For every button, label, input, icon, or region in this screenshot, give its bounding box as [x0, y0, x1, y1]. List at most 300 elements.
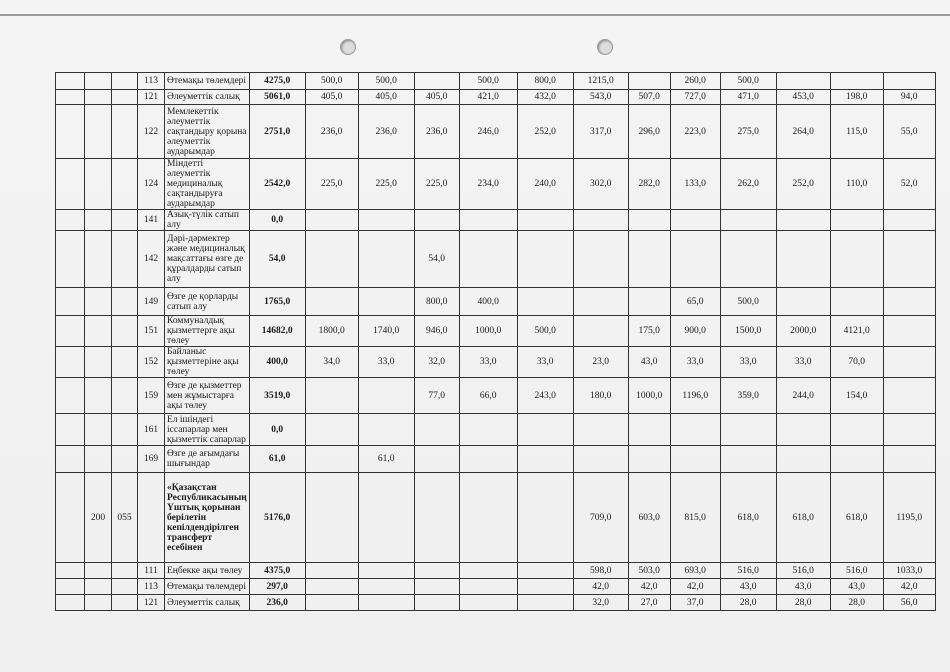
- month-value: 618,0: [720, 473, 776, 563]
- month-value: [670, 210, 720, 231]
- month-value: [573, 316, 628, 347]
- month-value: [459, 563, 517, 579]
- program-code: [85, 414, 112, 446]
- row-col-1: [56, 378, 85, 414]
- month-value: 359,0: [720, 378, 776, 414]
- subprogram-code: [112, 347, 138, 378]
- month-value: 1800,0: [305, 316, 358, 347]
- month-value: [776, 446, 830, 473]
- specifics-code: 159: [138, 378, 165, 414]
- month-value: [305, 446, 358, 473]
- month-value: 42,0: [628, 579, 670, 595]
- subprogram-code: [112, 414, 138, 446]
- table-row: [56, 473, 936, 563]
- program-code: [85, 231, 112, 288]
- month-value: [628, 231, 670, 288]
- item-name: Ел ішіндегі іссапарлар мен қызметтік сапарлар: [165, 414, 250, 446]
- month-value: 240,0: [517, 159, 573, 210]
- month-value: 503,0: [628, 563, 670, 579]
- row-col-1: [56, 579, 85, 595]
- month-value: [883, 414, 935, 446]
- row-col-1: [56, 90, 85, 105]
- month-value: 28,0: [720, 595, 776, 611]
- month-value: [883, 446, 935, 473]
- month-value: 453,0: [776, 90, 830, 105]
- month-value: [305, 579, 358, 595]
- month-value: 154,0: [830, 378, 883, 414]
- row-col-1: [56, 473, 85, 563]
- row-col-1: [56, 595, 85, 611]
- row-total: 61,0: [249, 446, 305, 473]
- item-name: Өтемақы төлемдері: [165, 73, 250, 90]
- row-total: 0,0: [249, 414, 305, 446]
- month-value: 110,0: [830, 159, 883, 210]
- month-value: 133,0: [670, 159, 720, 210]
- subprogram-code: [112, 378, 138, 414]
- row-total: 54,0: [249, 231, 305, 288]
- program-code: [85, 73, 112, 90]
- month-value: 223,0: [670, 105, 720, 159]
- row-col-1: [56, 347, 85, 378]
- month-value: [414, 579, 459, 595]
- program-code: [85, 159, 112, 210]
- specifics-code: 142: [138, 231, 165, 288]
- month-value: 246,0: [459, 105, 517, 159]
- month-value: 66,0: [459, 378, 517, 414]
- program-code: [85, 347, 112, 378]
- row-col-1: [56, 563, 85, 579]
- month-value: 516,0: [776, 563, 830, 579]
- month-value: 54,0: [414, 231, 459, 288]
- row-total: 5176,0: [249, 473, 305, 563]
- subprogram-code: [112, 579, 138, 595]
- subprogram-code: [112, 231, 138, 288]
- row-total: 2542,0: [249, 159, 305, 210]
- month-value: 56,0: [883, 595, 935, 611]
- specifics-code: 124: [138, 159, 165, 210]
- month-value: 34,0: [305, 347, 358, 378]
- month-value: [883, 347, 935, 378]
- month-value: 405,0: [358, 90, 414, 105]
- item-name: Еңбекке ақы төлеу: [165, 563, 250, 579]
- month-value: [459, 446, 517, 473]
- row-total: 3519,0: [249, 378, 305, 414]
- program-code: [85, 105, 112, 159]
- month-value: [517, 446, 573, 473]
- month-value: [776, 414, 830, 446]
- budget-table: [55, 72, 936, 611]
- subprogram-code: [112, 73, 138, 90]
- month-value: 28,0: [830, 595, 883, 611]
- month-value: 618,0: [830, 473, 883, 563]
- month-value: 815,0: [670, 473, 720, 563]
- specifics-code: 169: [138, 446, 165, 473]
- month-value: [459, 595, 517, 611]
- month-value: [305, 231, 358, 288]
- subprogram-code: [112, 210, 138, 231]
- month-value: 33,0: [776, 347, 830, 378]
- month-value: [414, 414, 459, 446]
- month-value: [459, 579, 517, 595]
- table-row: [56, 90, 936, 105]
- month-value: [517, 579, 573, 595]
- month-value: 693,0: [670, 563, 720, 579]
- month-value: [776, 288, 830, 316]
- row-col-1: [56, 159, 85, 210]
- month-value: 264,0: [776, 105, 830, 159]
- month-value: [720, 210, 776, 231]
- row-col-1: [56, 446, 85, 473]
- month-value: 618,0: [776, 473, 830, 563]
- table-row: [56, 446, 936, 473]
- month-value: 516,0: [830, 563, 883, 579]
- month-value: 234,0: [459, 159, 517, 210]
- specifics-code: 113: [138, 579, 165, 595]
- specifics-code: [138, 473, 165, 563]
- page-top-edge: [0, 14, 950, 16]
- item-name: Әлеуметтік салық: [165, 595, 250, 611]
- month-value: [305, 378, 358, 414]
- month-value: [358, 473, 414, 563]
- program-code: [85, 378, 112, 414]
- row-total: 297,0: [249, 579, 305, 595]
- month-value: [883, 316, 935, 347]
- month-value: 500,0: [305, 73, 358, 90]
- month-value: 52,0: [883, 159, 935, 210]
- month-value: 1195,0: [883, 473, 935, 563]
- month-value: [414, 210, 459, 231]
- month-value: [573, 210, 628, 231]
- month-value: 180,0: [573, 378, 628, 414]
- month-value: [459, 231, 517, 288]
- month-value: [573, 446, 628, 473]
- month-value: 1196,0: [670, 378, 720, 414]
- row-total: 1765,0: [249, 288, 305, 316]
- month-value: 23,0: [573, 347, 628, 378]
- item-name: Азық-түлік сатып алу: [165, 210, 250, 231]
- month-value: [414, 595, 459, 611]
- table-row: [56, 231, 936, 288]
- month-value: [414, 563, 459, 579]
- month-value: 94,0: [883, 90, 935, 105]
- month-value: [358, 231, 414, 288]
- specifics-code: 111: [138, 563, 165, 579]
- month-value: 262,0: [720, 159, 776, 210]
- month-value: 33,0: [517, 347, 573, 378]
- row-col-1: [56, 288, 85, 316]
- month-value: [670, 414, 720, 446]
- month-value: [776, 73, 830, 90]
- month-value: 115,0: [830, 105, 883, 159]
- month-value: [670, 446, 720, 473]
- table-row: [56, 159, 936, 210]
- month-value: 302,0: [573, 159, 628, 210]
- row-total: 400,0: [249, 347, 305, 378]
- table-row: [56, 563, 936, 579]
- program-code: 200: [85, 473, 112, 563]
- month-value: [883, 288, 935, 316]
- specifics-code: 113: [138, 73, 165, 90]
- subprogram-code: [112, 316, 138, 347]
- month-value: 33,0: [358, 347, 414, 378]
- table-row: [56, 595, 936, 611]
- month-value: 37,0: [670, 595, 720, 611]
- month-value: [517, 210, 573, 231]
- item-name: Өтемақы төлемдері: [165, 579, 250, 595]
- subprogram-code: [112, 159, 138, 210]
- month-value: 43,0: [628, 347, 670, 378]
- subprogram-code: [112, 595, 138, 611]
- month-value: [358, 210, 414, 231]
- month-value: 1500,0: [720, 316, 776, 347]
- month-value: [305, 210, 358, 231]
- row-col-1: [56, 231, 85, 288]
- program-code: [85, 316, 112, 347]
- specifics-code: 121: [138, 595, 165, 611]
- month-value: [573, 288, 628, 316]
- month-value: [305, 288, 358, 316]
- row-total: 2751,0: [249, 105, 305, 159]
- month-value: 77,0: [414, 378, 459, 414]
- subprogram-code: [112, 90, 138, 105]
- month-value: 282,0: [628, 159, 670, 210]
- month-value: [628, 73, 670, 90]
- month-value: 244,0: [776, 378, 830, 414]
- month-value: [305, 563, 358, 579]
- row-col-1: [56, 316, 85, 347]
- program-code: [85, 446, 112, 473]
- month-value: 900,0: [670, 316, 720, 347]
- month-value: 42,0: [670, 579, 720, 595]
- month-value: 252,0: [776, 159, 830, 210]
- month-value: [883, 378, 935, 414]
- month-value: [517, 473, 573, 563]
- month-value: 43,0: [720, 579, 776, 595]
- specifics-code: 122: [138, 105, 165, 159]
- month-value: [305, 473, 358, 563]
- table-row: [56, 288, 936, 316]
- month-value: 296,0: [628, 105, 670, 159]
- table-row: [56, 579, 936, 595]
- month-value: 43,0: [776, 579, 830, 595]
- month-value: [628, 210, 670, 231]
- month-value: 1000,0: [459, 316, 517, 347]
- month-value: [573, 231, 628, 288]
- month-value: 70,0: [830, 347, 883, 378]
- month-value: [459, 414, 517, 446]
- month-value: 598,0: [573, 563, 628, 579]
- month-value: 42,0: [883, 579, 935, 595]
- program-code: [85, 579, 112, 595]
- month-value: [414, 446, 459, 473]
- program-code: [85, 288, 112, 316]
- month-value: 421,0: [459, 90, 517, 105]
- month-value: 603,0: [628, 473, 670, 563]
- subprogram-code: [112, 105, 138, 159]
- month-value: 317,0: [573, 105, 628, 159]
- month-value: [358, 378, 414, 414]
- program-code: [85, 563, 112, 579]
- month-value: 1215,0: [573, 73, 628, 90]
- month-value: [517, 595, 573, 611]
- month-value: [517, 288, 573, 316]
- row-total: 14682,0: [249, 316, 305, 347]
- table-row: [56, 316, 936, 347]
- month-value: [776, 210, 830, 231]
- month-value: 1740,0: [358, 316, 414, 347]
- month-value: [517, 231, 573, 288]
- month-value: 65,0: [670, 288, 720, 316]
- month-value: [883, 210, 935, 231]
- month-value: [776, 231, 830, 288]
- month-value: 727,0: [670, 90, 720, 105]
- specifics-code: 152: [138, 347, 165, 378]
- month-value: [305, 414, 358, 446]
- month-value: 1033,0: [883, 563, 935, 579]
- specifics-code: 149: [138, 288, 165, 316]
- month-value: 946,0: [414, 316, 459, 347]
- month-value: [720, 414, 776, 446]
- item-name: Мемлекеттік әлеуметтік сақтандыру қорына әлеуметтік аударымдар: [165, 105, 250, 159]
- month-value: 33,0: [720, 347, 776, 378]
- month-value: 42,0: [573, 579, 628, 595]
- month-value: [720, 231, 776, 288]
- month-value: [414, 73, 459, 90]
- month-value: 500,0: [720, 73, 776, 90]
- month-value: [830, 231, 883, 288]
- month-value: [358, 563, 414, 579]
- table-row: [56, 414, 936, 446]
- item-name: Коммуналдық қызметтерге ақы төлеу: [165, 316, 250, 347]
- month-value: 432,0: [517, 90, 573, 105]
- month-value: 236,0: [358, 105, 414, 159]
- month-value: 243,0: [517, 378, 573, 414]
- month-value: 800,0: [414, 288, 459, 316]
- month-value: 55,0: [883, 105, 935, 159]
- subprogram-code: [112, 446, 138, 473]
- month-value: 252,0: [517, 105, 573, 159]
- month-value: 500,0: [459, 73, 517, 90]
- specifics-code: 141: [138, 210, 165, 231]
- specifics-code: 161: [138, 414, 165, 446]
- month-value: 61,0: [358, 446, 414, 473]
- month-value: 405,0: [414, 90, 459, 105]
- item-name: Өзге де қорларды сатып алу: [165, 288, 250, 316]
- month-value: [305, 595, 358, 611]
- month-value: 500,0: [358, 73, 414, 90]
- month-value: 198,0: [830, 90, 883, 105]
- row-col-1: [56, 73, 85, 90]
- month-value: [720, 446, 776, 473]
- program-code: [85, 210, 112, 231]
- table-row: [56, 105, 936, 159]
- row-col-1: [56, 210, 85, 231]
- month-value: [358, 579, 414, 595]
- month-value: [358, 595, 414, 611]
- table-row: [56, 378, 936, 414]
- month-value: 27,0: [628, 595, 670, 611]
- specifics-code: 151: [138, 316, 165, 347]
- month-value: 543,0: [573, 90, 628, 105]
- program-code: [85, 595, 112, 611]
- month-value: 709,0: [573, 473, 628, 563]
- item-name: Өзге де ағымдағы шығындар: [165, 446, 250, 473]
- subprogram-code: [112, 288, 138, 316]
- row-col-1: [56, 414, 85, 446]
- month-value: 32,0: [573, 595, 628, 611]
- subprogram-code: [112, 563, 138, 579]
- subprogram-code: 055: [112, 473, 138, 563]
- month-value: [628, 446, 670, 473]
- row-total: 5061,0: [249, 90, 305, 105]
- row-total: 4375,0: [249, 563, 305, 579]
- row-col-1: [56, 105, 85, 159]
- item-name: Дәрі-дәрмектер және медициналық мақсаттағы өзге де құралдарды сатып алу: [165, 231, 250, 288]
- month-value: 405,0: [305, 90, 358, 105]
- month-value: [358, 288, 414, 316]
- month-value: [670, 231, 720, 288]
- month-value: 800,0: [517, 73, 573, 90]
- punch-hole-left: [340, 39, 356, 55]
- month-value: [517, 414, 573, 446]
- month-value: 400,0: [459, 288, 517, 316]
- month-value: 225,0: [414, 159, 459, 210]
- month-value: 1000,0: [628, 378, 670, 414]
- row-total: 4275,0: [249, 73, 305, 90]
- month-value: [459, 210, 517, 231]
- month-value: 175,0: [628, 316, 670, 347]
- month-value: 236,0: [305, 105, 358, 159]
- month-value: 225,0: [305, 159, 358, 210]
- month-value: [883, 73, 935, 90]
- item-name: Әлеуметтік салық: [165, 90, 250, 105]
- item-name: Өзге де қызметтер мен жұмыстарға ақы төлеу: [165, 378, 250, 414]
- month-value: 4121,0: [830, 316, 883, 347]
- month-value: [414, 473, 459, 563]
- table-row: [56, 73, 936, 90]
- month-value: [883, 231, 935, 288]
- month-value: 471,0: [720, 90, 776, 105]
- table-row: [56, 210, 936, 231]
- month-value: 33,0: [459, 347, 517, 378]
- month-value: 260,0: [670, 73, 720, 90]
- month-value: 275,0: [720, 105, 776, 159]
- month-value: [830, 210, 883, 231]
- month-value: [830, 288, 883, 316]
- month-value: 33,0: [670, 347, 720, 378]
- month-value: [459, 473, 517, 563]
- month-value: 2000,0: [776, 316, 830, 347]
- month-value: [358, 414, 414, 446]
- month-value: 516,0: [720, 563, 776, 579]
- program-code: [85, 90, 112, 105]
- month-value: [830, 414, 883, 446]
- month-value: [628, 288, 670, 316]
- month-value: 225,0: [358, 159, 414, 210]
- month-value: 500,0: [517, 316, 573, 347]
- month-value: 32,0: [414, 347, 459, 378]
- month-value: [517, 563, 573, 579]
- month-value: [830, 73, 883, 90]
- punch-hole-right: [597, 39, 613, 55]
- month-value: [830, 446, 883, 473]
- row-total: 0,0: [249, 210, 305, 231]
- item-name: Байланыс қызметтеріне ақы төлеу: [165, 347, 250, 378]
- table-row: [56, 347, 936, 378]
- month-value: 43,0: [830, 579, 883, 595]
- month-value: 507,0: [628, 90, 670, 105]
- month-value: [573, 414, 628, 446]
